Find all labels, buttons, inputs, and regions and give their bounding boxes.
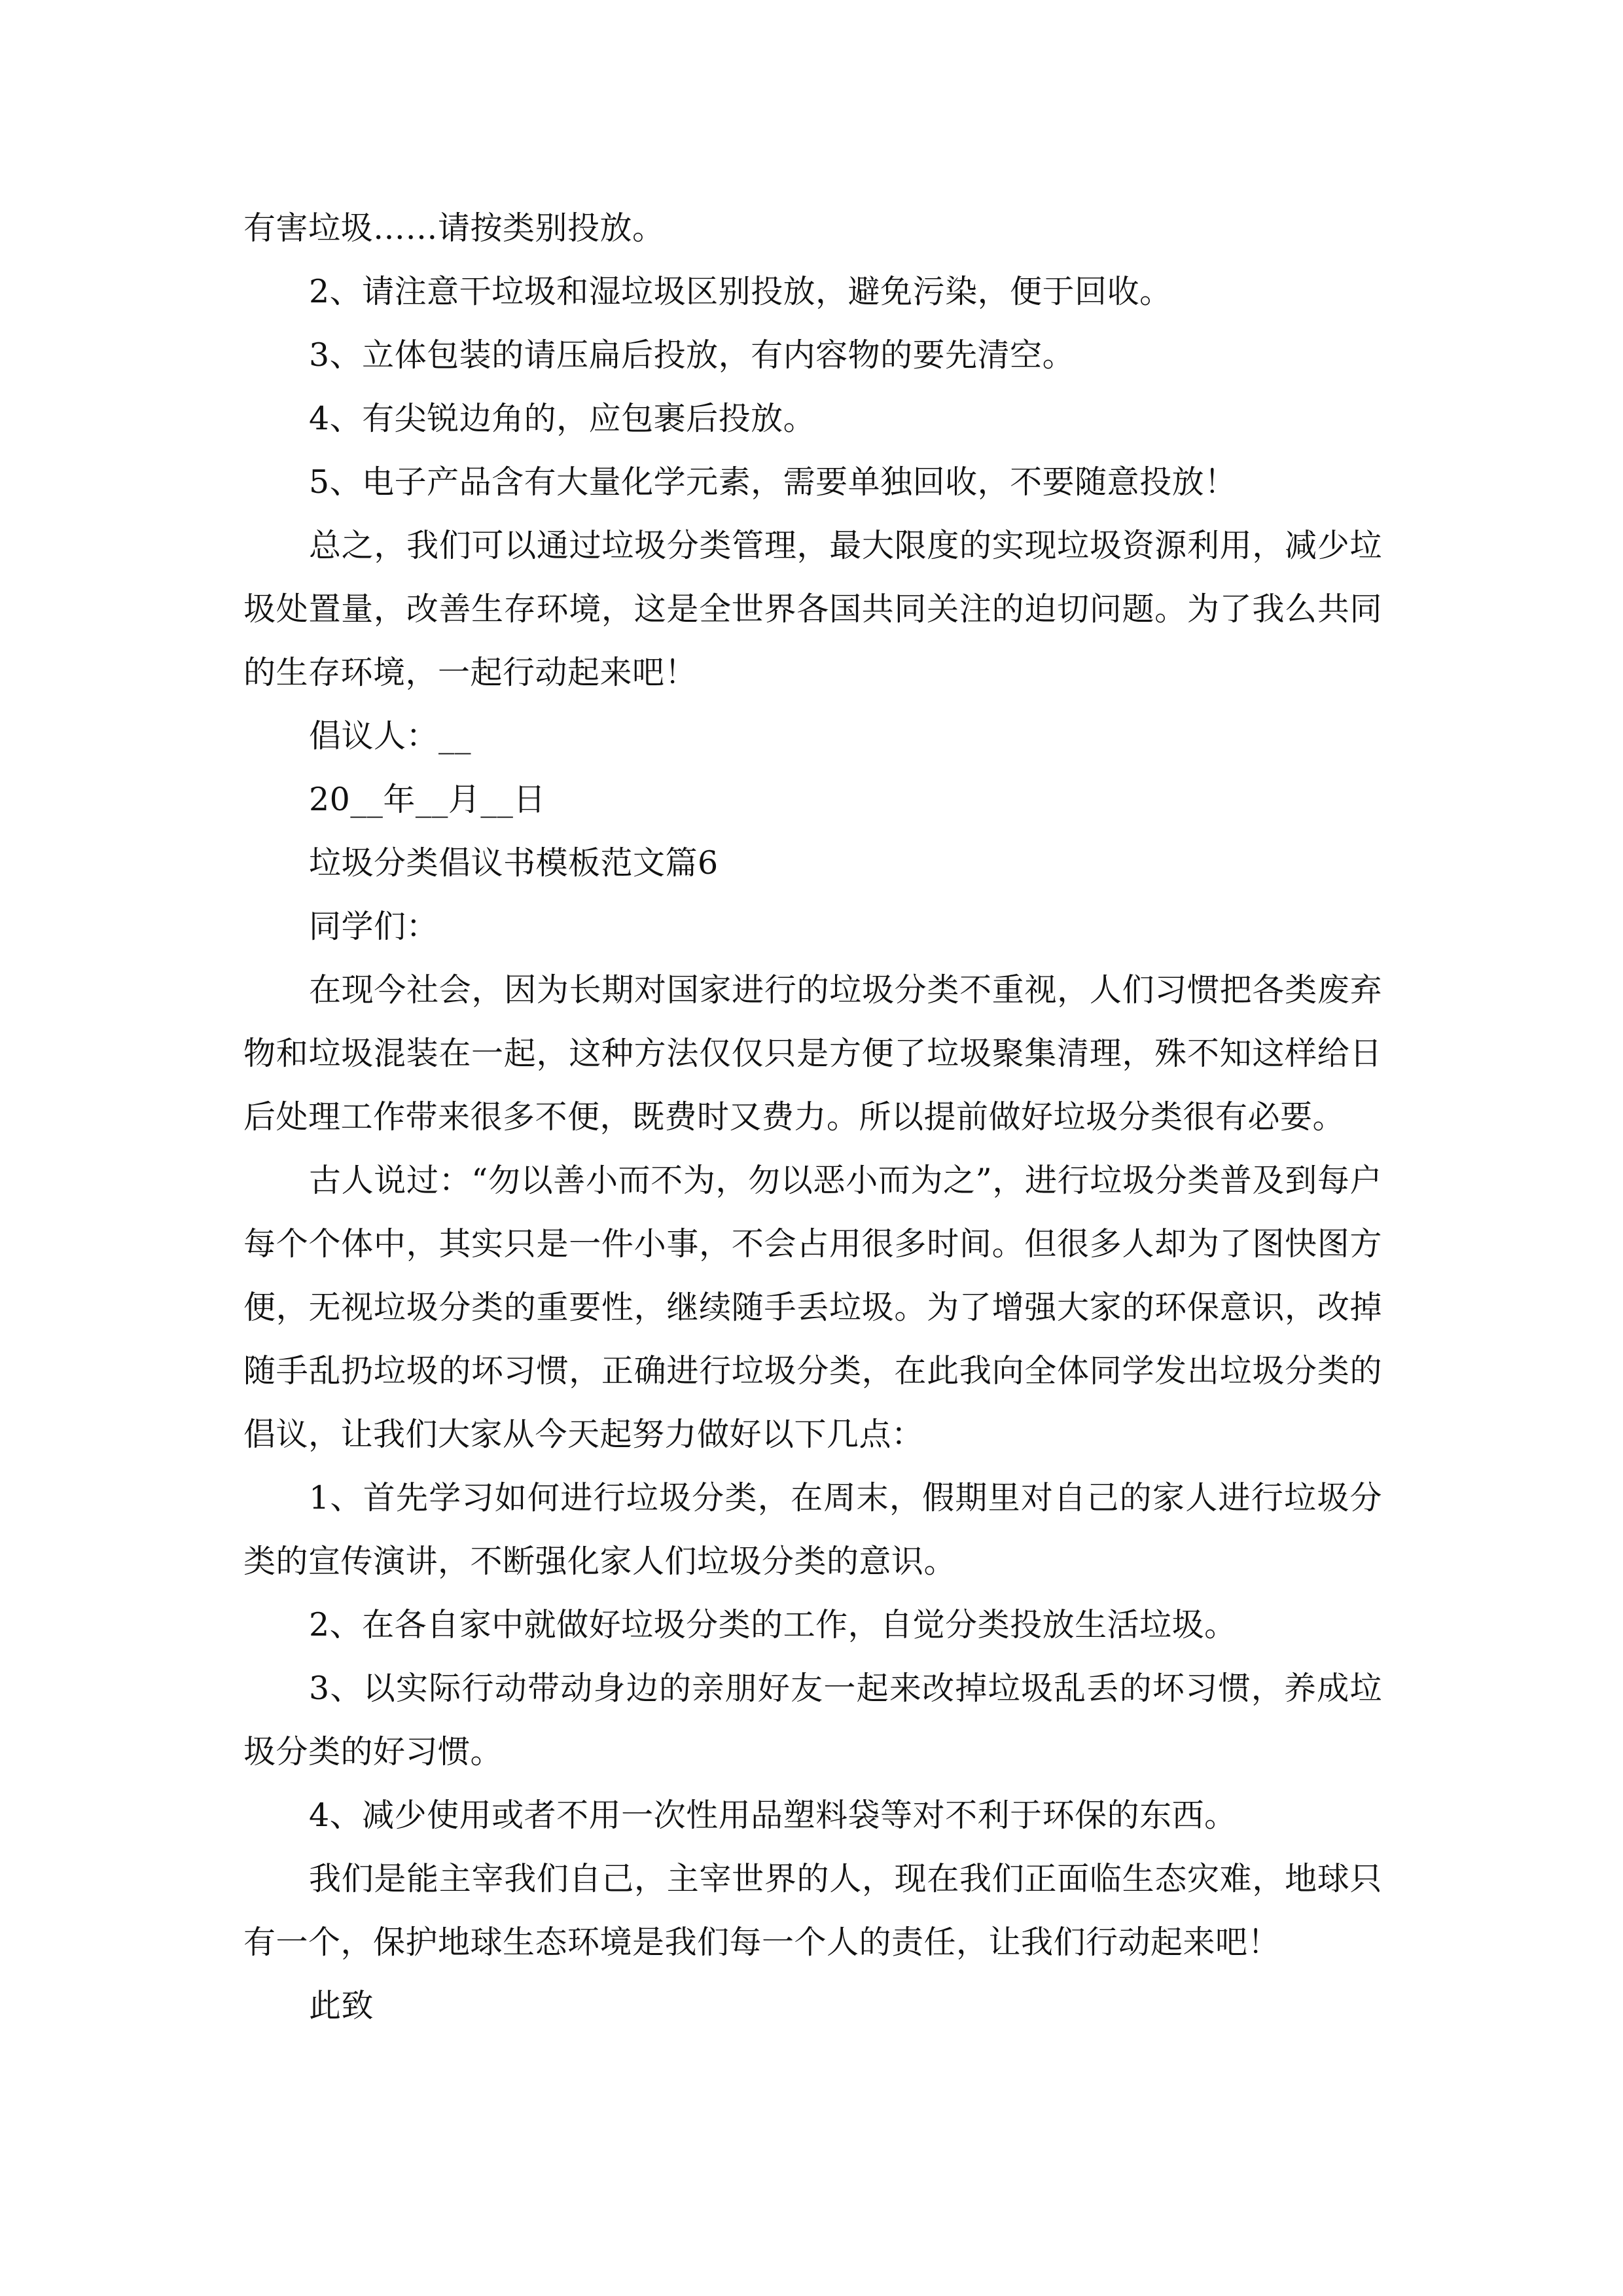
paragraph: 3、立体包装的请压扁后投放，有内容物的要先清空。: [309, 336, 1075, 374]
document-body: [243, 196, 1382, 2037]
paragraph: 4、减少使用或者不用一次性用品塑料袋等对不利于环保的东西。: [309, 1797, 1237, 1834]
paragraph: 3、以实际行动带动身边的亲朋好友一起来改掉垃圾乱丢的坏习惯，养成垃圾分类的好习惯。: [243, 1670, 1382, 1770]
closing-line: 此致: [309, 1987, 374, 2024]
paragraph: 在现今社会，因为长期对国家进行的垃圾分类不重视，人们习惯把各类废弃物和垃圾混装在一起，这种方法仅仅只是方便了垃圾聚集清理，殊不知这样给日后处理工作带来很多不便，既费时又费力。所以提前做好垃圾分类很有必要。: [243, 971, 1382, 1136]
paragraph: 1、首先学习如何进行垃圾分类，在周末，假期里对自己的家人进行垃圾分类的宣传演讲，不断强化家人们垃圾分类的意识。: [243, 1479, 1382, 1580]
section-title: 垃圾分类倡议书模板范文篇6: [309, 844, 719, 882]
paragraph: 4、有尖锐边角的，应包裹后投放。: [309, 400, 816, 437]
paragraph: 我们是能主宰我们自己，主宰世界的人，现在我们正面临生态灾难，地球只有一个，保护地球生态环境是我们每一个人的责任，让我们行动起来吧！: [243, 1860, 1382, 1961]
signatory-line: 倡议人：__: [309, 717, 472, 755]
paragraph: 2、请注意干垃圾和湿垃圾区别投放，避免污染，便于回收。: [309, 273, 1172, 310]
paragraph: 2、在各自家中就做好垃圾分类的工作，自觉分类投放生活垃圾。: [309, 1606, 1237, 1643]
paragraph: 古人说过：“勿以善小而不为，勿以恶小而为之”，进行垃圾分类普及到每户每个个体中，其实只是一件小事，不会占用很多时间。但很多人却为了图快图方便，无视垃圾分类的重要性，继续随手丢垃圾。为了增强大家的环保意识，改掉随手乱扔垃圾的坏习惯，正确进行垃圾分类，在此我向全体同学发出垃圾分类的倡议，让我们大家从今天起努力做好以下几点：: [243, 1162, 1382, 1453]
date-line: 20__年__月__日: [309, 781, 546, 818]
salutation: 同学们：: [309, 908, 439, 945]
paragraph: 有害垃圾……请按类别投放。: [243, 209, 665, 247]
paragraph: 5、电子产品含有大量化学元素，需要单独回收，不要随意投放！: [309, 463, 1237, 501]
paragraph: 总之，我们可以通过垃圾分类管理，最大限度的实现垃圾资源利用，减少垃圾处置量，改善生存环境，这是全世界各国共同关注的迫切问题。为了我么共同的生存环境，一起行动起来吧！: [243, 527, 1382, 691]
